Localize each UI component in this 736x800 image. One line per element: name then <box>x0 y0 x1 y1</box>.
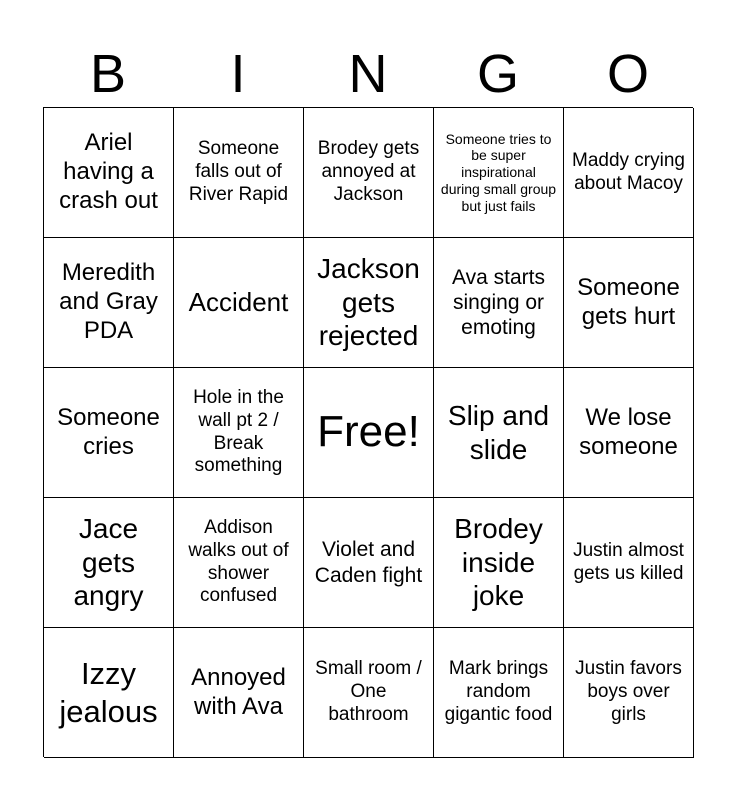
bingo-cell-2-4: Ava starts singing or emoting <box>434 238 564 368</box>
bingo-cell-1-2: Someone falls out of River Rapid <box>174 108 304 238</box>
bingo-cell-3-2: Hole in the wall pt 2 / Break something <box>174 368 304 498</box>
bingo-cell-5-5: Justin favors boys over girls <box>564 628 694 758</box>
bingo-cell-1-3: Brodey gets annoyed at Jackson <box>304 108 434 238</box>
bingo-cell-2-2: Accident <box>174 238 304 368</box>
bingo-cell-free: Free! <box>304 368 434 498</box>
bingo-cell-3-1: Someone cries <box>44 368 174 498</box>
header-letter-b: B <box>89 44 127 104</box>
bingo-cell-4-5: Justin almost gets us killed <box>564 498 694 628</box>
bingo-cell-3-4: Slip and slide <box>434 368 564 498</box>
header-letter-i: I <box>230 44 246 104</box>
bingo-cell-4-3: Violet and Caden fight <box>304 498 434 628</box>
bingo-cell-5-1: Izzy jealous <box>44 628 174 758</box>
bingo-cell-1-1: Ariel having a crash out <box>44 108 174 238</box>
bingo-cell-4-4: Brodey inside joke <box>434 498 564 628</box>
bingo-cell-4-1: Jace gets angry <box>44 498 174 628</box>
bingo-header <box>43 40 693 108</box>
bingo-cell-2-1: Meredith and Gray PDA <box>44 238 174 368</box>
header-letter-o: O <box>606 44 649 104</box>
bingo-cell-3-5: We lose someone <box>564 368 694 498</box>
bingo-cell-2-3: Jackson gets rejected <box>304 238 434 368</box>
bingo-board <box>43 107 693 757</box>
bingo-cell-1-4: Someone tries to be super inspirational during small group but just fails <box>434 108 564 238</box>
bingo-cell-5-4: Mark brings random gigantic food <box>434 628 564 758</box>
bingo-cell-2-5: Someone gets hurt <box>564 238 694 368</box>
bingo-cell-5-3: Small room / One bathroom <box>304 628 434 758</box>
header-letter-n: N <box>348 44 388 104</box>
header-letter-g: G <box>476 44 519 104</box>
bingo-cell-5-2: Annoyed with Ava <box>174 628 304 758</box>
bingo-cell-1-5: Maddy crying about Macoy <box>564 108 694 238</box>
bingo-cell-4-2: Addison walks out of shower confused <box>174 498 304 628</box>
